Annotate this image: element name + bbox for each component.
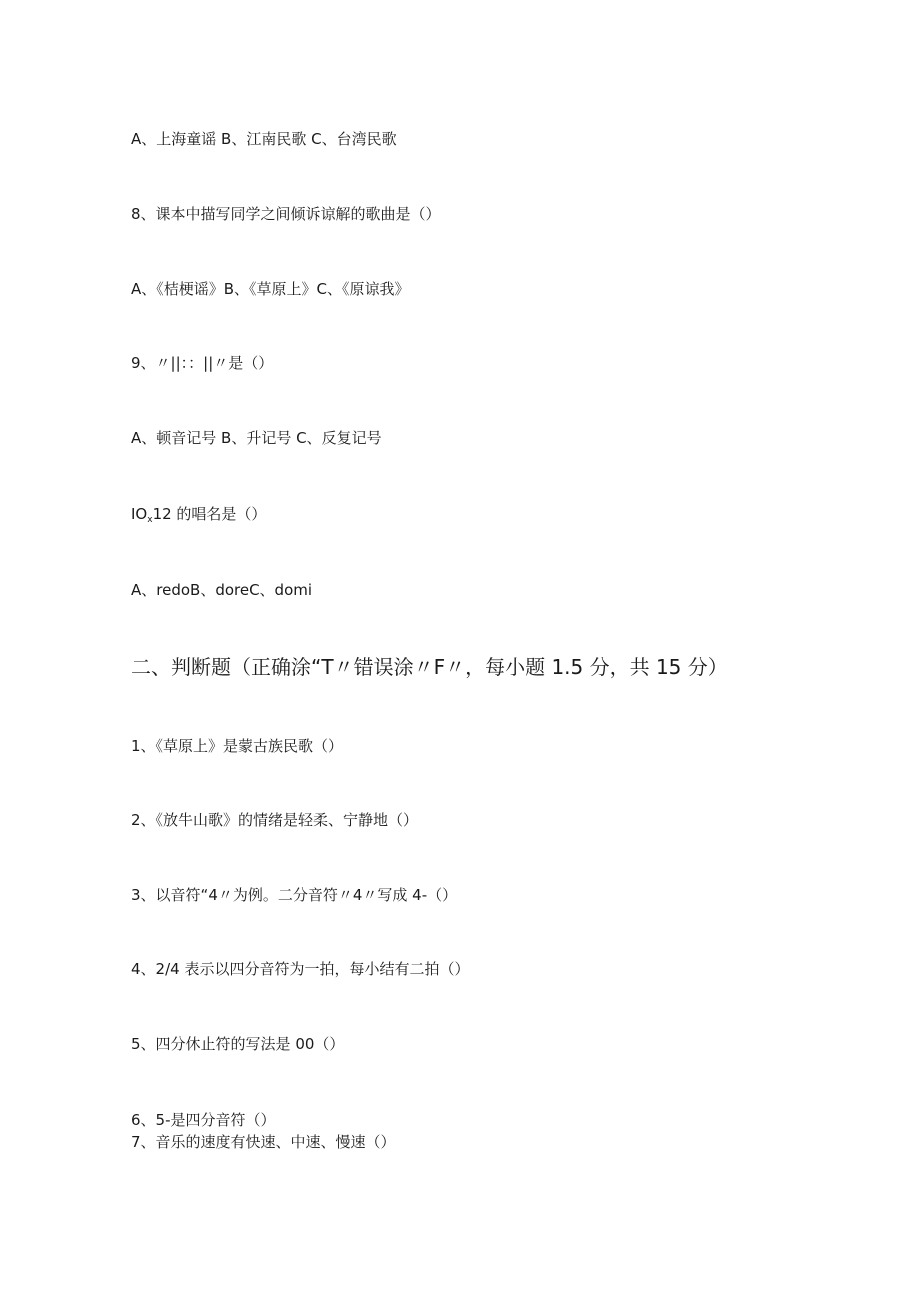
judgment-item-2: 2、《放牛山歌》的情绪是轻柔、宁静地（） <box>131 811 419 829</box>
q8-question: 8、课本中描写同学之间倾诉谅解的歌曲是（） <box>131 205 441 223</box>
judgment-item-7: 7、音乐的速度有快速、中速、慢速（） <box>131 1133 396 1151</box>
section-heading: 二、判断题（正确涂“T〃错误涂〃F〃，每小题 1.5 分，共 15 分） <box>131 655 728 679</box>
q10-question <box>131 503 266 531</box>
judgment-item-3: 3、以音符“4〃为例。二分音符〃4〃写成 4-（） <box>131 886 458 904</box>
q7-options: A、上海童谣 B、江南民歌 C、台湾民歌 <box>131 130 397 148</box>
judgment-item-1: 1、《草原上》是蒙古族民歌（） <box>131 737 344 755</box>
q8-options: A、《桔梗谣》B、《草原上》C、《原谅我》 <box>131 280 410 298</box>
judgment-item-6: 6、5-是四分音符（） <box>131 1111 276 1129</box>
judgment-item-5: 5、四分休止符的写法是 00（） <box>131 1035 345 1053</box>
q9-question: 9、〃||：：||〃是（） <box>131 354 274 372</box>
q10-options: A、redoB、doreC、domi <box>131 581 313 599</box>
q9-options: A、顿音记号 B、升记号 C、反复记号 <box>131 429 382 447</box>
q10-prefix: IO <box>131 505 148 523</box>
judgment-item-4: 4、2/4 表示以四分音符为一拍，每小结有二拍（） <box>131 960 470 978</box>
q10-rest: 12 的唱名是（） <box>152 505 267 523</box>
q10-subscript: x <box>147 515 153 525</box>
